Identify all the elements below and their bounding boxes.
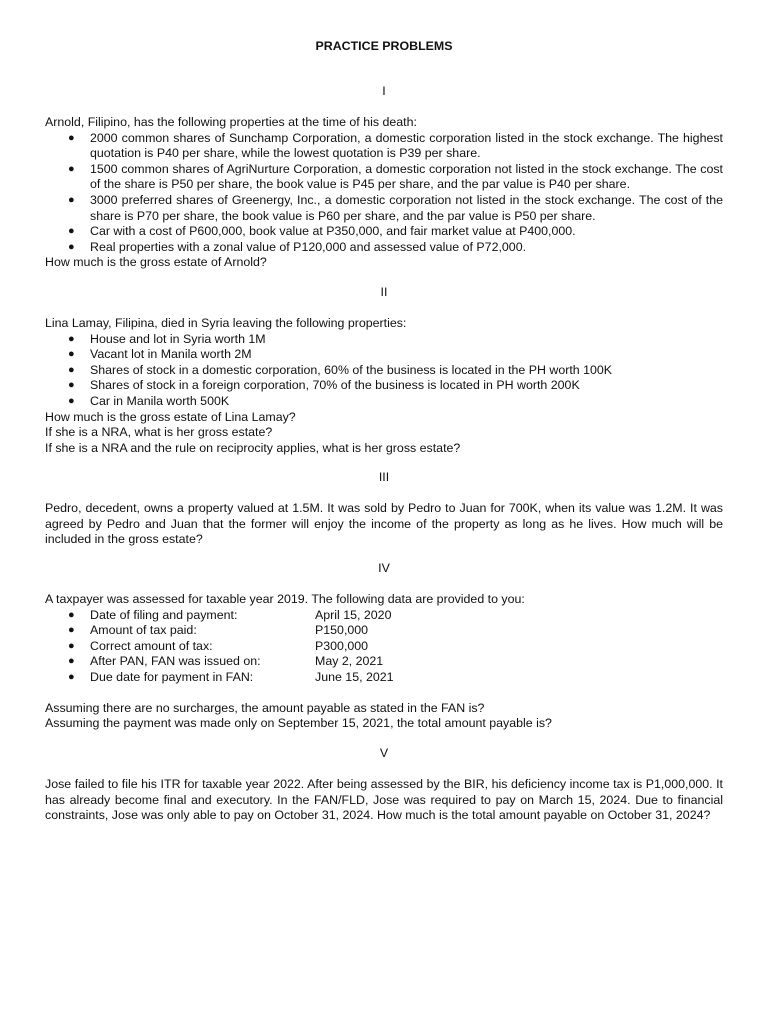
list-item: ● Vacant lot in Manila worth 2M	[68, 347, 252, 362]
section-number: II	[380, 285, 388, 299]
list-item: ● After PAN, FAN was issued on: May 2, 2021	[68, 654, 384, 669]
list-item: ● 2000 common shares of Sunchamp Corporation, a domestic corporation listed in the stock exchange. The highest quotation is P40 per share, while the lowest quotation is P39 per share.	[68, 130, 723, 161]
property-list	[45, 131, 723, 256]
problem-question: If she is a NRA and the rule on reciprocity applies, what is her gross estate?	[45, 440, 461, 455]
bullet-icon: ●	[68, 193, 75, 206]
list-item: ● Shares of stock in a foreign corporation, 70% of the business is located in PH worth 200K	[68, 378, 580, 393]
list-item: ● Real properties with a zonal value of P120,000 and assessed value of P72,000.	[68, 239, 527, 254]
list-item: ● Correct amount of tax: P300,000	[68, 638, 369, 653]
section-number: I	[382, 84, 386, 98]
bullet-icon: ●	[68, 131, 75, 144]
data-list	[45, 608, 723, 686]
list-item: ● 3000 preferred shares of Greenergy, Inc., a domestic corporation not listed in the stock exchange. The cost of the share is P70 per share, the book value is P60 per share, and the par value is P50 per share.	[68, 192, 723, 223]
bullet-icon: ●	[68, 379, 75, 392]
bullet-icon: ●	[68, 655, 75, 668]
list-item: ● Amount of tax paid: P150,000	[68, 623, 369, 638]
bullet-icon: ●	[68, 162, 75, 175]
problem-section-1	[45, 84, 723, 271]
problem-intro: Lina Lamay, Filipina, died in Syria leaving the following properties:	[45, 316, 407, 330]
list-item: ● Date of filing and payment: April 15, 2020	[68, 607, 392, 622]
bullet-icon: ●	[68, 608, 75, 621]
problem-section-4	[45, 561, 723, 732]
page-title: PRACTICE PROBLEMS	[315, 39, 453, 53]
list-item: ● Shares of stock in a domestic corporation, 60% of the business is located in the PH worth 100K	[68, 362, 613, 377]
problem-section-2	[45, 285, 723, 456]
list-item: ● 1500 common shares of AgriNurture Corporation, a domestic corporation not listed in the stock exchange. The cost of the share is P50 per share, the book value is P45 per share, and the par value is P40 per share.	[68, 161, 723, 192]
bullet-icon: ●	[68, 240, 75, 253]
list-item: ● Car with a cost of P600,000, book value at P350,000, and fair market value at P400,000.	[68, 224, 576, 239]
list-item: ● House and lot in Syria worth 1M	[68, 331, 266, 346]
list-item: ● Car in Manila worth 500K	[68, 393, 230, 408]
bullet-icon: ●	[68, 348, 75, 361]
problem-text: Jose failed to file his ITR for taxable year 2022. After being assessed by the BIR, his deficiency income tax is P1,000,000. It has already become final and executory. In the FAN/FLD, Jose was required to pay on March 15, 2024. Due to financial constraints, Jose was only able to pay on October 31, 2024. How much is the total amount payable on October 31, 2024?	[45, 777, 723, 823]
bullet-icon: ●	[68, 363, 75, 376]
problem-question: How much is the gross estate of Arnold?	[45, 255, 267, 270]
bullet-icon: ●	[68, 639, 75, 652]
bullet-icon: ●	[68, 394, 75, 407]
bullet-icon: ●	[68, 225, 75, 238]
problem-section-5	[45, 746, 723, 824]
bullet-icon: ●	[68, 332, 75, 345]
problem-intro: Arnold, Filipino, has the following properties at the time of his death:	[45, 115, 417, 129]
section-number: IV	[378, 561, 390, 575]
bullet-icon: ●	[68, 624, 75, 637]
problem-intro: A taxpayer was assessed for taxable year 2019. The following data are provided to you:	[45, 592, 525, 606]
problem-question: How much is the gross estate of Lina Lamay?	[45, 409, 296, 424]
problem-question: If she is a NRA, what is her gross estate?	[45, 425, 273, 440]
section-number: V	[379, 746, 389, 760]
problem-text: Pedro, decedent, owns a property valued at 1.5M. It was sold by Pedro to Juan for 700K, when its value was 1.2M. It was agreed by Pedro and Juan that the former will enjoy the income of the property as long as he lives. How much will be included in the gross estate?	[45, 501, 723, 547]
list-item: ● Due date for payment in FAN: June 15, 2021	[68, 669, 394, 684]
section-number: III	[378, 470, 390, 484]
bullet-icon: ●	[68, 670, 75, 683]
problem-section-3	[45, 470, 723, 548]
property-list	[45, 332, 723, 410]
problem-question: Assuming the payment was made only on September 15, 2021, the total amount payable is?	[45, 716, 552, 731]
problem-question: Assuming there are no surcharges, the amount payable as stated in the FAN is?	[45, 700, 485, 715]
